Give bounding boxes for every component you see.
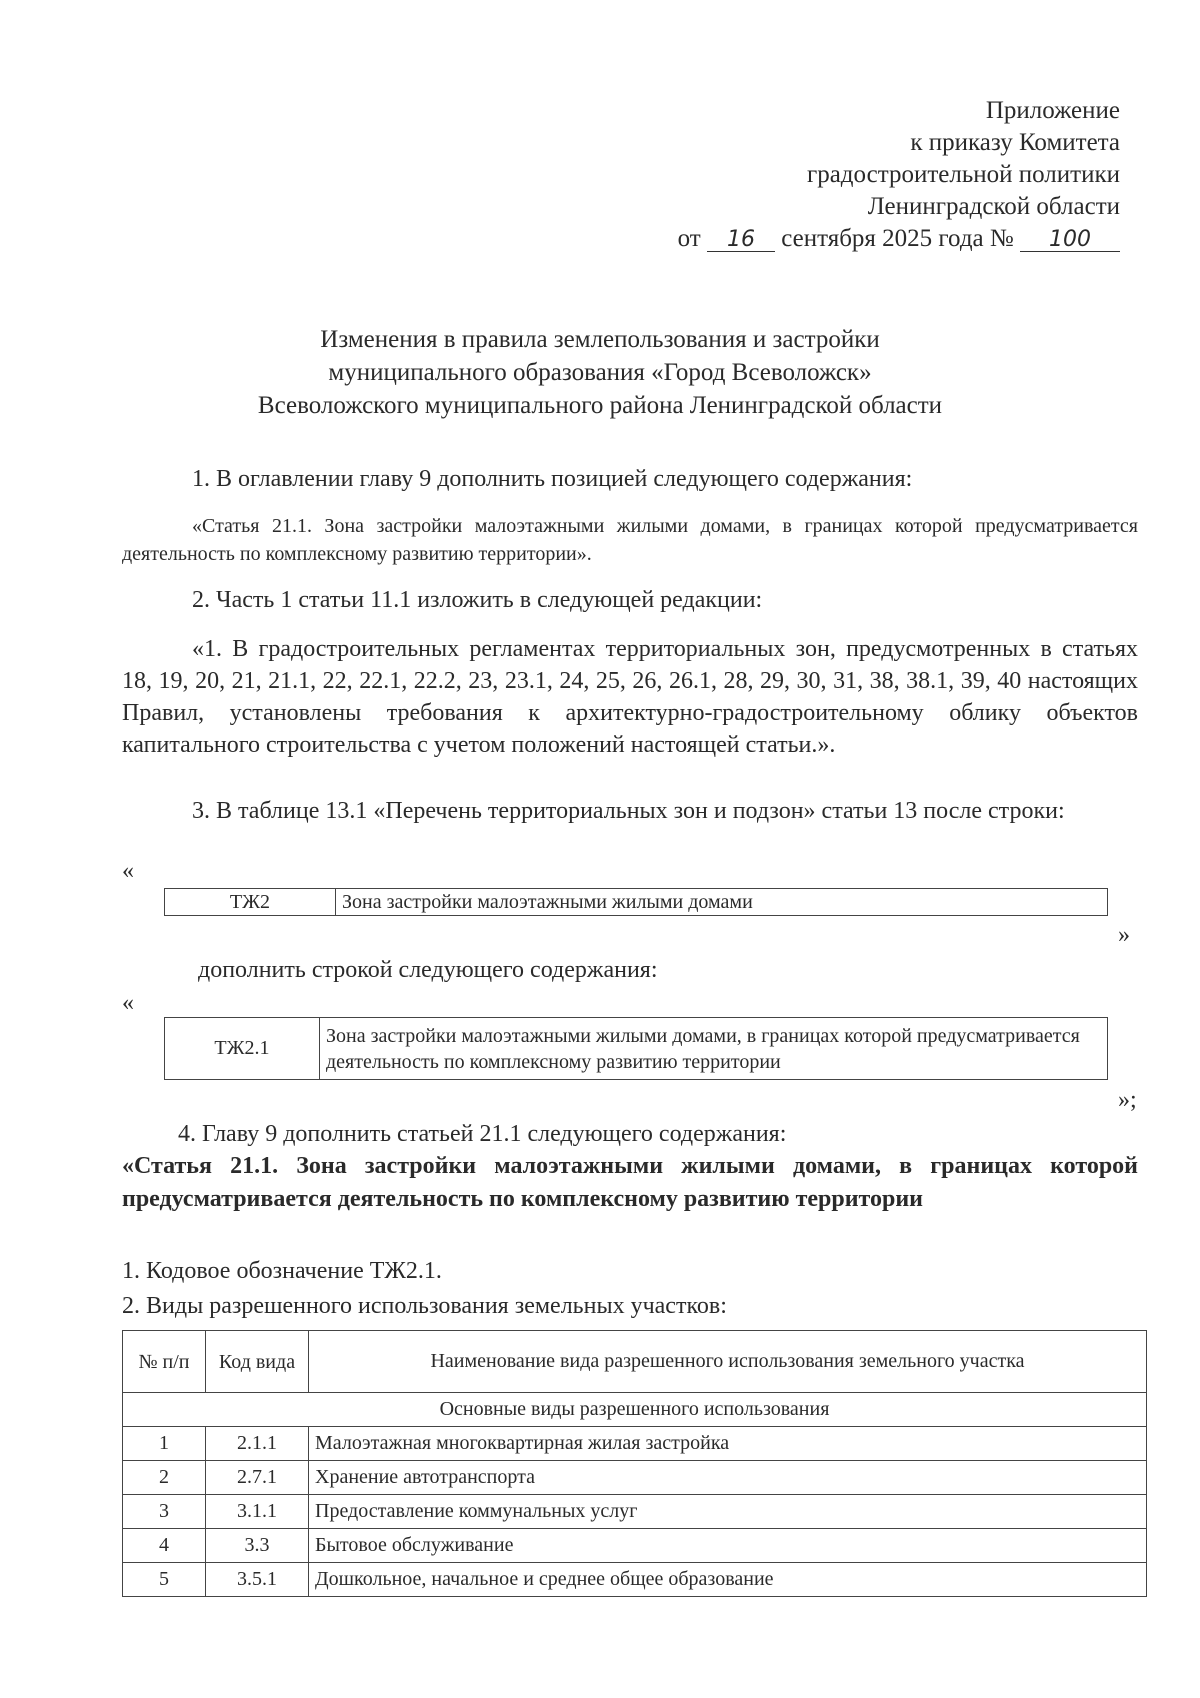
title-line-2: муниципального образования «Город Всеволожск» [328,359,872,386]
item-1-quote: «Статья 21.1. Зона застройки малоэтажными жилыми домами, в границах которой предусматривается деятельность по комплексному развитию территории». [122,515,1138,565]
row-code: 3.3 [206,1529,309,1563]
row-number: 1 [123,1427,206,1461]
table-row [123,1461,1147,1495]
zone-name: Зона застройки малоэтажными жилыми домами [336,889,1108,916]
header-line-3: градостроительной политики [806,161,1120,188]
row-number: 4 [123,1529,206,1563]
item-1: 1. В оглавлении главу 9 дополнить позицией следующего содержания: [192,466,913,492]
table-row [123,1495,1147,1529]
row-code: 3.5.1 [206,1563,309,1597]
header-line-1: Приложение [985,97,1120,124]
item-2-quote: «1. В градостроительных регламентах территориальных зон, предусмотренных в статьях 18, 19, 20, 21, 21.1, 22, 22.1, 22.2, 23, 23.1, 24, 25, 26, 26.1, 28, 29, 30, 31, 38, 38.1, 39, 40 настоящих Правил, установлены требования к архитектурно-градостроительному облику объектов капитального строительства с учетом положений настоящей статьи.». [122,636,1138,758]
zone-row-tzh2 [164,888,1108,916]
row-name: Дошкольное, начальное и среднее общее образование [309,1563,1147,1597]
table-header-row [123,1331,1147,1393]
table-section-row [123,1393,1147,1427]
header-code: Код вида [206,1331,309,1393]
row-name: Бытовое обслуживание [309,1529,1147,1563]
handwritten-day: 16 [707,229,775,252]
zone-code: ТЖ2 [165,889,336,916]
zone-row-tzh2-1 [164,1017,1108,1080]
permitted-use-table [122,1330,1147,1597]
table-row [123,1427,1147,1461]
row-name: Хранение автотранспорта [309,1461,1147,1495]
close-quote-1: » [1118,922,1130,948]
article-title: «Статья 21.1. Зона застройки малоэтажными жилыми домами, в границах которой предусматривается деятельность по комплексному развитию территории [122,1153,1138,1212]
table-row [123,1529,1147,1563]
document-title [0,323,1200,422]
row-name: Предоставление коммунальных услуг [309,1495,1147,1529]
row-code: 2.7.1 [206,1461,309,1495]
table-row [123,1563,1147,1597]
row-number: 2 [123,1461,206,1495]
code-line: 1. Кодовое обозначение ТЖ2.1. [122,1258,442,1284]
header-name: Наименование вида разрешенного использования земельного участка [309,1331,1147,1393]
header-line-4: Ленинградской области [867,193,1120,220]
open-quote-2: « [122,990,134,1016]
zone-name: Зона застройки малоэтажными жилыми домами, в границах которой предусматривается деятельность по комплексному развитию территории [320,1018,1108,1080]
title-line-3: Всеволожского муниципального района Ленинградской области [257,392,943,419]
zone-code: ТЖ2.1 [165,1018,320,1080]
date-prefix: от [677,225,701,252]
row-name: Малоэтажная многоквартирная жилая застройка [309,1427,1147,1461]
section-label: Основные виды разрешенного использования [123,1393,1147,1427]
header-date-line [678,223,1120,255]
item-3-add: дополнить строкой следующего содержания: [198,957,658,983]
header-line-2: к приказу Комитета [910,129,1120,156]
row-number: 3 [123,1495,206,1529]
open-quote-1: « [122,858,134,884]
appendix-header [678,95,1120,255]
row-number: 5 [123,1563,206,1597]
row-code: 2.1.1 [206,1427,309,1461]
handwritten-number: 100 [1020,229,1120,252]
item-4: 4. Главу 9 дополнить статьей 21.1 следующего содержания: [178,1121,787,1147]
header-number: № п/п [123,1331,206,1393]
close-quote-2: »; [1118,1087,1137,1113]
item-3: 3. В таблице 13.1 «Перечень территориальных зон и подзон» статьи 13 после строки: [192,798,1065,824]
row-code: 3.1.1 [206,1495,309,1529]
title-line-1: Изменения в правила землепользования и застройки [320,326,880,353]
kinds-line: 2. Виды разрешенного использования земельных участков: [122,1293,727,1319]
item-2: 2. Часть 1 статьи 11.1 изложить в следующей редакции: [192,587,763,613]
date-mid: сентября 2025 года № [781,225,1014,252]
